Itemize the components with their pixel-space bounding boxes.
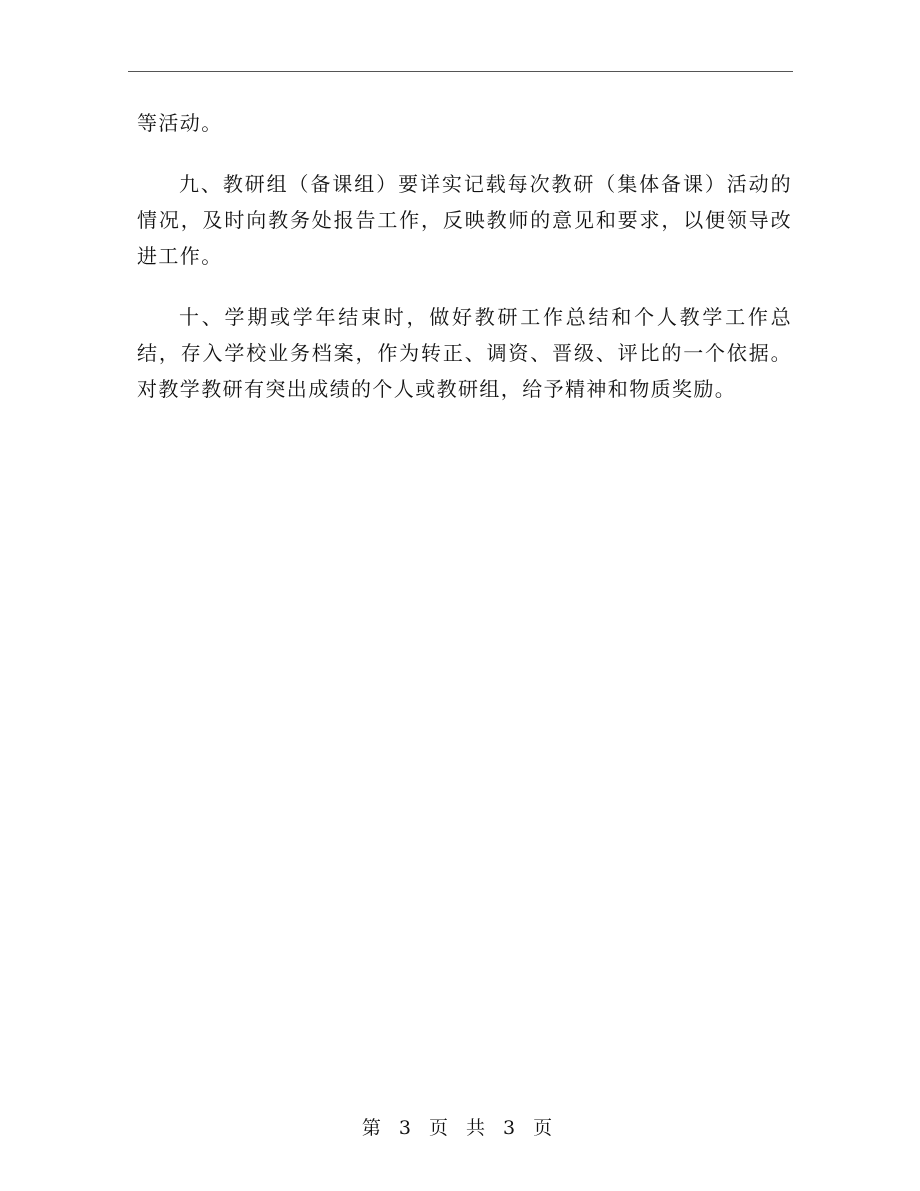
- paragraph-continuation: 等活动。: [137, 111, 223, 135]
- paragraph-item-9: 九、教研组（备课组）要详实记载每次教研（集体备课）活动的情况，及时向教务处报告工作，反映教师的意见和要求，以便领导改进工作。: [137, 172, 792, 268]
- document-body: [137, 105, 792, 432]
- page-number-footer: 第 3 页 共 3 页: [361, 1117, 559, 1139]
- paragraph-item-10: 十、学期或学年结束时，做好教研工作总结和个人教学工作总结，存入学校业务档案，作为转正、调资、晋级、评比的一个依据。对教学教研有突出成绩的个人或教研组，给予精神和物质奖励。: [137, 305, 792, 401]
- header-rule: [128, 71, 793, 72]
